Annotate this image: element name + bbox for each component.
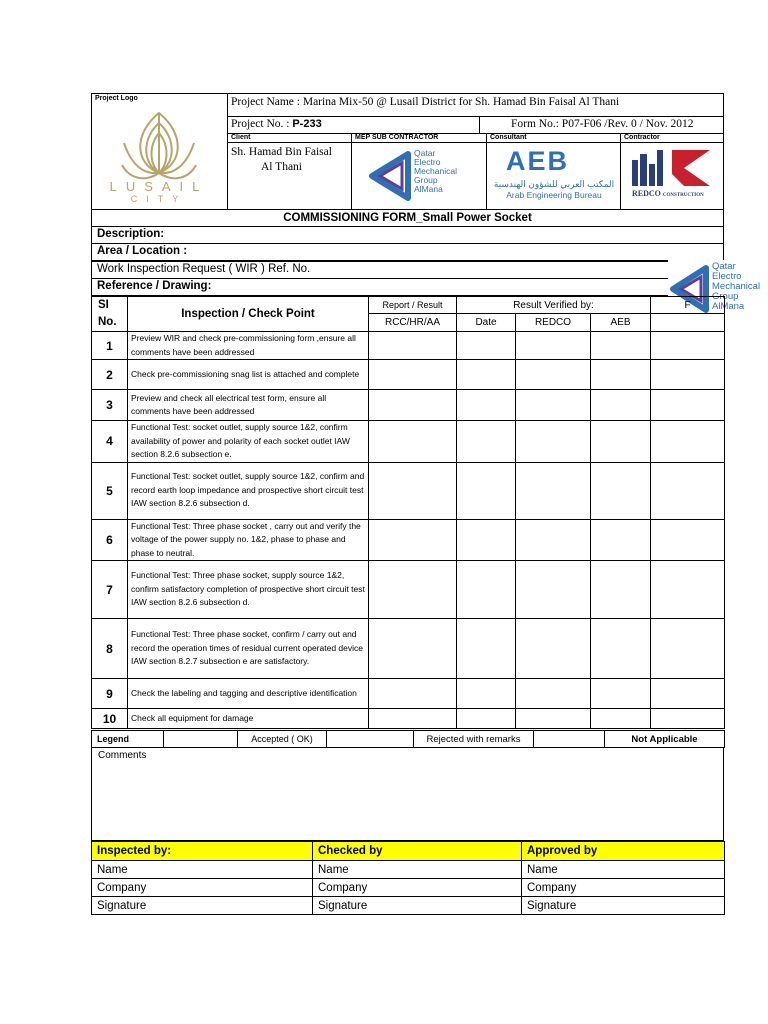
result-cell[interactable] [369,619,457,679]
redco-skyline-icon [624,146,720,190]
result-cell[interactable] [369,462,457,519]
project-logo-label: Project Logo [95,95,138,102]
check-point-text: Functional Test: Three phase socket, confirm / carry out and record the operation times of residual current operated device IAW section 8.2.7 subsection e are satisfactory. [128,619,369,679]
extra-cell[interactable] [651,561,725,619]
aeb-cell[interactable] [591,360,651,390]
date-cell[interactable] [457,421,516,463]
table-row [92,619,725,679]
description-label: Description: [97,228,165,240]
redco-cell[interactable] [516,561,591,619]
table-row [92,709,725,729]
row-number: 4 [92,421,128,463]
extra-cell[interactable] [651,519,725,561]
legend-rejected-box[interactable] [327,731,414,748]
date-cell[interactable] [457,561,516,619]
redco-cell[interactable] [516,390,591,421]
date-cell[interactable] [457,709,516,729]
approved-by-header: Approved by [522,842,725,861]
row-number: 3 [92,390,128,421]
client-name-line1: Sh. Hamad Bin Faisal [231,146,332,158]
aeb-cell[interactable] [591,561,651,619]
checked-company[interactable]: Company [313,879,522,897]
row-number: 5 [92,462,128,519]
approved-company[interactable]: Company [522,879,725,897]
aeb-cell[interactable] [591,421,651,463]
inspected-name[interactable]: Name [92,861,313,879]
wir-label: Work Inspection Request ( WIR ) Ref. No. [97,263,311,275]
col-aeb-header: AEB [591,314,651,332]
extra-cell[interactable] [651,421,725,463]
area-label: Area / Location : [97,245,188,257]
form-title: COMMISSIONING FORM_Small Power Socket [91,209,724,227]
check-point-text: Functional Test: Three phase socket , carry out and verify the voltage of the power supply no. 1&2, phase to phase and phase to neutral. [128,519,369,561]
col-date-header: Date [457,314,516,332]
redco-name: REDCO CONSTRUCTION [632,189,704,198]
aeb-cell[interactable] [591,519,651,561]
table-row [92,561,725,619]
inspected-company[interactable]: Company [92,879,313,897]
reference-row [91,278,669,296]
extra-cell[interactable] [651,332,725,360]
aeb-cell[interactable] [591,390,651,421]
date-cell[interactable] [457,360,516,390]
check-point-text: Functional Test: socket outlet, supply source 1&2, confirm availability of power and polarity of each socket outlet IAW section 8.2.6 subsection e. [128,421,369,463]
form-number: Form No.: P07-F06 /Rev. 0 / Nov. 2012 [511,118,694,130]
row-number: 1 [92,332,128,360]
inspected-by-header: Inspected by: [92,842,313,861]
qemg-text: Qatar Electro Mechanical Group AlMana [414,148,457,194]
checklist-table [91,296,725,729]
legend-rejected: Rejected with remarks [414,731,534,748]
legend-table [91,730,725,748]
redco-logo [624,146,722,206]
extra-cell[interactable] [651,462,725,519]
row-number: 6 [92,519,128,561]
wir-row [91,261,669,279]
contractor-label: Contractor [624,134,660,141]
result-cell[interactable] [369,709,457,729]
check-point-text: Preview and check all electrical test form, ensure all comments have been addressed [128,390,369,421]
approved-name[interactable]: Name [522,861,725,879]
aeb-english-name: Arab Engineering Bureau [506,190,602,200]
approved-signature[interactable]: Signature [522,897,725,915]
floating-qemg-text: Qatar Electro Mechanical Group AlMana [712,261,761,312]
description-row [91,226,724,244]
col-partial-header: F [651,297,725,314]
redco-cell[interactable] [516,462,591,519]
client-label: Client [231,134,251,141]
signoff-table [91,841,725,915]
date-cell[interactable] [457,619,516,679]
consultant-label: Consultant [490,134,527,141]
inspected-signature[interactable]: Signature [92,897,313,915]
check-point-text: Check all equipment for damage [128,709,369,729]
col-report-sub: RCC/HR/AA [369,314,457,332]
check-point-text: Check the labeling and tagging and descriptive identification [128,679,369,709]
aeb-logo-mark: AEB [506,146,570,176]
mep-label: MEP SUB CONTRACTOR [355,134,439,141]
table-row [92,332,725,360]
legend-accepted: Accepted ( OK) [238,731,327,748]
legend-label: Legend [92,731,164,748]
reference-label: Reference / Drawing: [97,280,212,292]
client-name-line2: Al Thani [261,161,302,173]
comments-label: Comments [98,750,147,761]
table-row [92,519,725,561]
table-row [92,360,725,390]
col-si-header: SI No. [92,297,128,332]
aeb-logo [490,146,618,206]
row-number: 9 [92,679,128,709]
aeb-arabic-name: المكتب العربي للشؤون الهندسية [493,179,615,189]
extra-cell[interactable] [651,709,725,729]
lusail-city-logo [94,103,224,209]
legend-na-box[interactable] [534,731,605,748]
table-row [92,679,725,709]
redco-cell[interactable] [516,332,591,360]
extra-cell[interactable] [651,679,725,709]
legend-accepted-box[interactable] [164,731,238,748]
project-no-value: P-233 [292,118,322,130]
checked-signature[interactable]: Signature [313,897,522,915]
aeb-cell[interactable] [591,679,651,709]
row-number: 7 [92,561,128,619]
extra-cell[interactable] [651,360,725,390]
redco-cell[interactable] [516,519,591,561]
table-row [92,462,725,519]
col-check-header: Inspection / Check Point [128,297,369,332]
redco-cell[interactable] [516,619,591,679]
qemg-triangle-icon [366,150,412,202]
date-cell[interactable] [457,390,516,421]
row-number: 10 [92,709,128,729]
result-cell[interactable] [369,679,457,709]
date-cell[interactable] [457,332,516,360]
legend-na: Not Applicable [605,731,725,748]
check-point-text: Functional Test: socket outlet, supply source 1&2, confirm and record earth loop impedance and prospective short circuit test IAW section 8.2.6 subsection d. [128,462,369,519]
table-row [92,390,725,421]
result-cell[interactable] [369,519,457,561]
project-name: Project Name : Marina Mix-50 @ Lusail District for Sh. Hamad Bin Faisal Al Thani [231,96,620,108]
check-point-text: Functional Test: Three phase socket, supply source 1&2, confirm satisfactory completion of prospective short circuit test IAW section 8.2.6 subsection d. [128,561,369,619]
aeb-cell[interactable] [591,462,651,519]
checked-by-header: Checked by [313,842,522,861]
date-cell[interactable] [457,679,516,709]
extra-cell[interactable] [651,619,725,679]
table-row [92,421,725,463]
checked-name[interactable]: Name [313,861,522,879]
comments-box[interactable] [91,747,724,841]
date-cell[interactable] [457,519,516,561]
result-cell[interactable] [369,360,457,390]
check-point-text: Preview WIR and check pre-commissioning form ,ensure all comments have been addressed [128,332,369,360]
project-no-label: Project No. : P-233 [231,118,322,130]
redco-cell[interactable] [516,421,591,463]
redco-cell[interactable] [516,709,591,729]
result-cell[interactable] [369,561,457,619]
logo-text-top: LUSAIL [109,179,209,194]
result-cell[interactable] [369,332,457,360]
col-verified-header: Result Verified by: [457,297,651,314]
result-cell[interactable] [369,421,457,463]
date-cell[interactable] [457,462,516,519]
col-redco-header: REDCO [516,314,591,332]
row-number: 2 [92,360,128,390]
aeb-cell[interactable] [591,619,651,679]
col-report-header: Report / Result [369,297,457,314]
qemg-logo [366,146,486,206]
row-number: 8 [92,619,128,679]
aeb-cell[interactable] [591,332,651,360]
extra-cell[interactable] [651,390,725,421]
aeb-cell[interactable] [591,709,651,729]
check-point-text: Check pre-commissioning snag list is attached and complete [128,360,369,390]
result-cell[interactable] [369,390,457,421]
redco-cell[interactable] [516,360,591,390]
redco-cell[interactable] [516,679,591,709]
logo-text-bottom: CITY [130,194,188,204]
area-row [91,243,724,261]
